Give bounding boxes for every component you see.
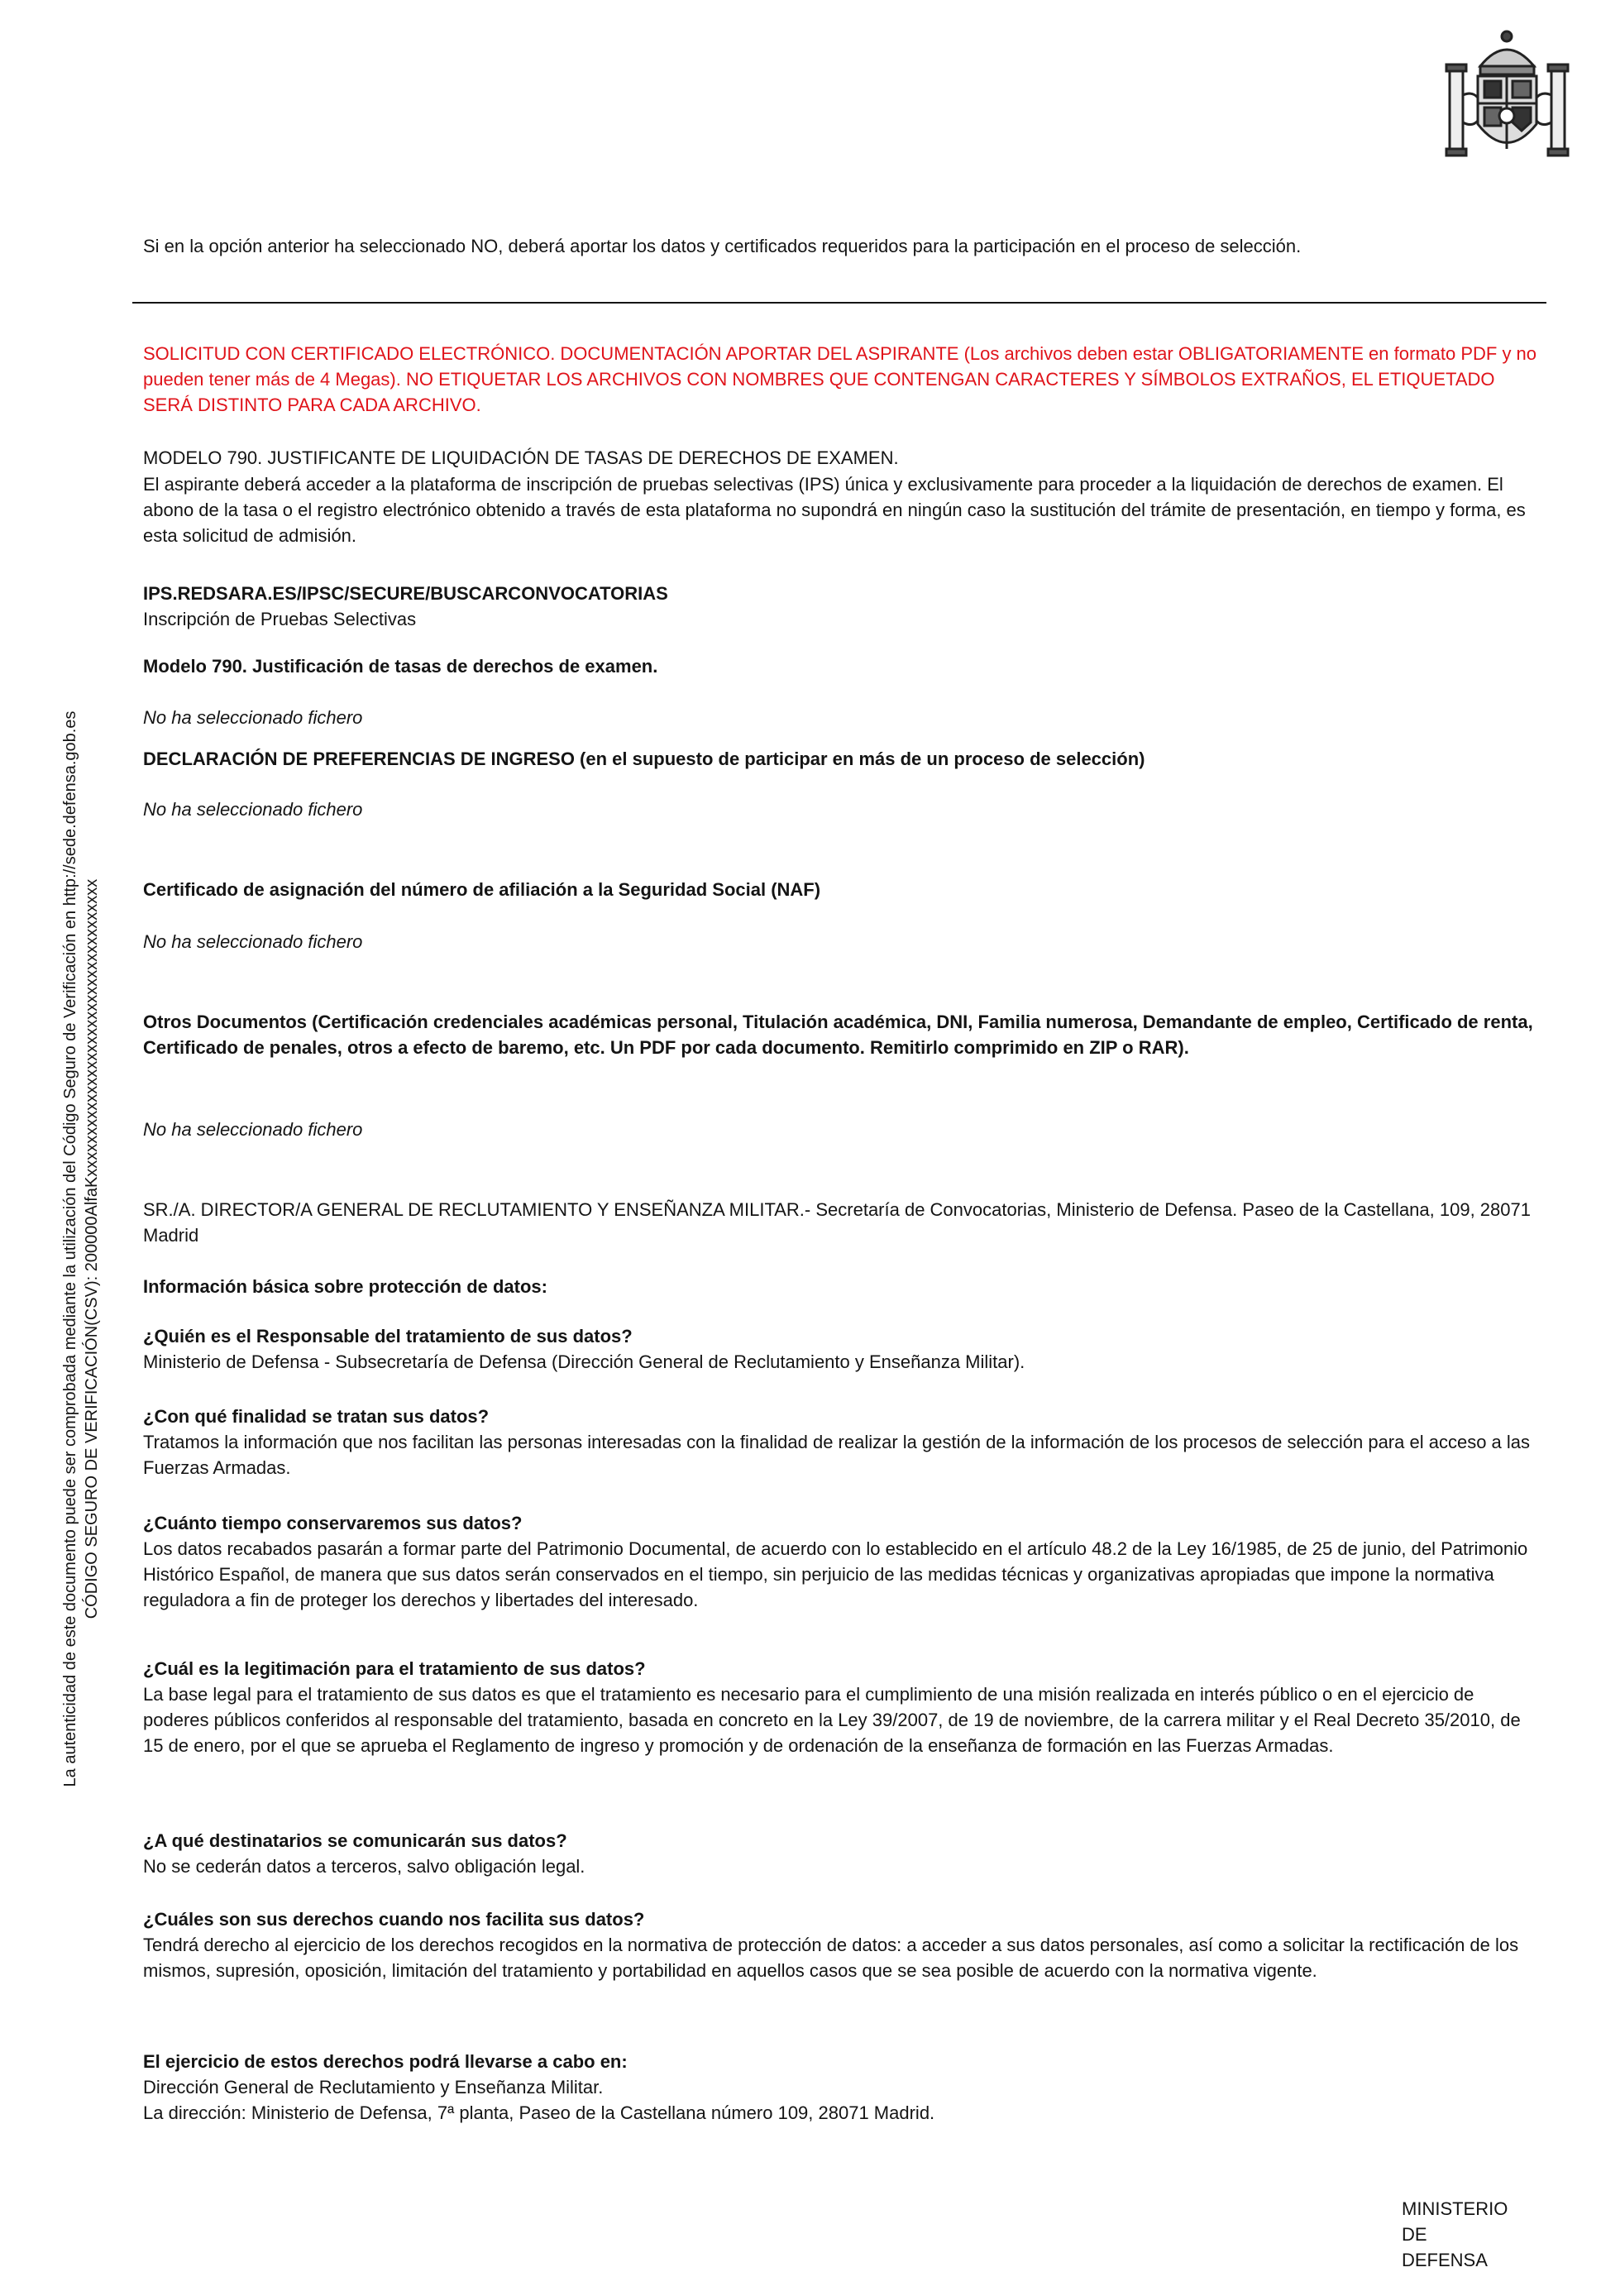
privacy-title: Información básica sobre protección de datos: <box>143 1276 547 1297</box>
privacy-question: ¿Quién es el Responsable del tratamiento de sus datos? <box>143 1326 633 1347</box>
privacy-answer: Tratamos la información que nos facilitan las personas interesadas con la finalidad de realizar la gestión de la información de los procesos de selección para el acceso a las Fuerzas Armadas. <box>143 1432 1531 1478</box>
privacy-item <box>143 1828 1541 1879</box>
privacy-question: ¿Cuáles son sus derechos cuando nos facilita sus datos? <box>143 1909 645 1930</box>
modelo-790-title: MODELO 790. JUSTIFICANTE DE LIQUIDACIÓN DE TASAS DE DERECHOS DE EXAMEN. <box>143 447 899 468</box>
file-status-naf[interactable]: No ha seleccionado fichero <box>143 931 363 952</box>
modelo-790-text: El aspirante deberá acceder a la plataforma de inscripción de pruebas selectivas (IPS) única y exclusivamente para proceder a la liquidación de derechos de examen. El abono de la tasa o el registro electrónico obtenido a través de esta plataforma no supondrá en ningún caso la sustitución del trámite de presentación, en tiempo y forma, es esta solicitud de admisión. <box>143 474 1526 546</box>
ips-label: Inscripción de Pruebas Selectivas <box>143 609 417 629</box>
coat-of-arms-icon <box>1443 25 1571 165</box>
privacy-item <box>143 1323 1541 1375</box>
verification-sidebar <box>60 298 142 2200</box>
privacy-answer: Tendrá derecho al ejercicio de los derechos recogidos en la normativa de protección de datos: a acceder a sus datos personales, así como a solicitar la rectificación de los mismos, supresión, oposición, limitación del tratamiento y portabilidad en aquellos casos que se sea posible de acuerdo con la normativa vigente. <box>143 1935 1519 1981</box>
footer-line: DE <box>1402 2224 1427 2245</box>
file-label-otros: Otros Documentos (Certificación credenciales académicas personal, Titulación académica, DNI, Familia numerosa, Demandante de empleo, Certificado de renta, Certificado de penales, otros a efecto de baremo, etc. Un PDF por cada documento. Remitirlo comprimido en ZIP o RAR). <box>143 1012 1533 1058</box>
rights-line: La dirección: Ministerio de Defensa, 7ª planta, Paseo de la Castellana número 109, 28071 Madrid. <box>143 2102 935 2123</box>
verification-text: La autenticidad de este documento puede ser comprobada mediante la utilización del Código Seguro de Verificación en http://sede.defensa.gob.es <box>61 710 79 1787</box>
privacy-question: ¿Con qué finalidad se tratan sus datos? <box>143 1406 490 1427</box>
file-label-naf: Certificado de asignación del número de afiliación a la Seguridad Social (NAF) <box>143 879 821 900</box>
privacy-item <box>143 1510 1541 1613</box>
rights-line: Dirección General de Reclutamiento y Enseñanza Militar. <box>143 2077 604 2097</box>
privacy-question: ¿Cuál es la legitimación para el tratamiento de sus datos? <box>143 1658 646 1679</box>
file-label-preferencias: DECLARACIÓN DE PREFERENCIAS DE INGRESO (en el supuesto de participar en más de un proceso de selección) <box>143 749 1145 769</box>
file-status-otros[interactable]: No ha seleccionado fichero <box>143 1119 363 1140</box>
privacy-question: ¿Cuánto tiempo conservaremos sus datos? <box>143 1513 523 1533</box>
ministry-footer <box>1402 2196 1508 2273</box>
documentation-notice: SOLICITUD CON CERTIFICADO ELECTRÓNICO. DOCUMENTACIÓN APORTAR DEL ASPIRANTE (Los archivos deben estar OBLIGATORIAMENTE en formato PDF y no pueden tener más de 4 Megas). NO ETIQUETAR LOS ARCHIVOS CON NOMBRES QUE CONTENGAN CARACTERES Y SÍMBOLOS EXTRAÑOS, EL ETIQUETADO SERÁ DISTINTO PARA CADA ARCHIVO. <box>143 343 1537 415</box>
rights-section <box>143 2049 1541 2126</box>
privacy-item <box>143 1656 1541 1758</box>
csv-code: CÓDIGO SEGURO DE VERIFICACIÓN(CSV): 200000AlfaKxxxxxxxxxxxxxxxxxxxxxxxxxxxxxxxxxxxx <box>83 878 101 1619</box>
privacy-answer: Los datos recabados pasarán a formar parte del Patrimonio Documental, de acuerdo con lo establecido en el artículo 48.2 de la Ley 16/1985, de 25 de junio, del Patrimonio Histórico Español, de manera que sus datos serán conservados en el tiempo, sin perjuicio de las medidas técnicas y organizativas apropiadas que impone la normativa reguladora a fin de proteger los derechos y libertades del interesado. <box>143 1538 1528 1610</box>
file-status-preferencias[interactable]: No ha seleccionado fichero <box>143 799 363 820</box>
footer-line: MINISTERIO <box>1402 2198 1508 2219</box>
file-status-modelo[interactable]: No ha seleccionado fichero <box>143 707 363 728</box>
footer-line: DEFENSA <box>1402 2250 1488 2270</box>
ips-link[interactable]: IPS.REDSARA.ES/IPSC/SECURE/BUSCARCONVOCATORIAS <box>143 583 668 604</box>
privacy-question: ¿A qué destinatarios se comunicarán sus datos? <box>143 1830 567 1851</box>
divider <box>132 302 1546 304</box>
privacy-answer: La base legal para el tratamiento de sus datos es que el tratamiento es necesario para el cumplimiento de una misión realizada en interés público o en el ejercicio de poderes públicos conferidos al responsable del tratamiento, basada en concreto en la Ley 39/2007, de 19 de noviembre, de la carrera militar y el Real Decreto 35/2010, de 15 de enero, por el que se aprueba el Reglamento de ingreso y promoción y de ordenación de la enseñanza de formación en las Fuerzas Armadas. <box>143 1684 1521 1756</box>
privacy-item <box>143 1906 1541 1983</box>
recipient-address: SR./A. DIRECTOR/A GENERAL DE RECLUTAMIENTO Y ENSEÑANZA MILITAR.- Secretaría de Convocatorias, Ministerio de Defensa. Paseo de la Castellana, 109, 28071 Madrid <box>143 1199 1531 1246</box>
privacy-item <box>143 1404 1541 1480</box>
privacy-answer: Ministerio de Defensa - Subsecretaría de Defensa (Dirección General de Reclutamiento y Enseñanza Militar). <box>143 1351 1025 1372</box>
intro-text: Si en la opción anterior ha seleccionado NO, deberá aportar los datos y certificados requeridos para la participación en el proceso de selección. <box>143 236 1302 256</box>
privacy-answer: No se cederán datos a terceros, salvo obligación legal. <box>143 1856 585 1877</box>
rights-title: El ejercicio de estos derechos podrá llevarse a cabo en: <box>143 2051 628 2072</box>
file-label-modelo: Modelo 790. Justificación de tasas de derechos de examen. <box>143 656 658 677</box>
